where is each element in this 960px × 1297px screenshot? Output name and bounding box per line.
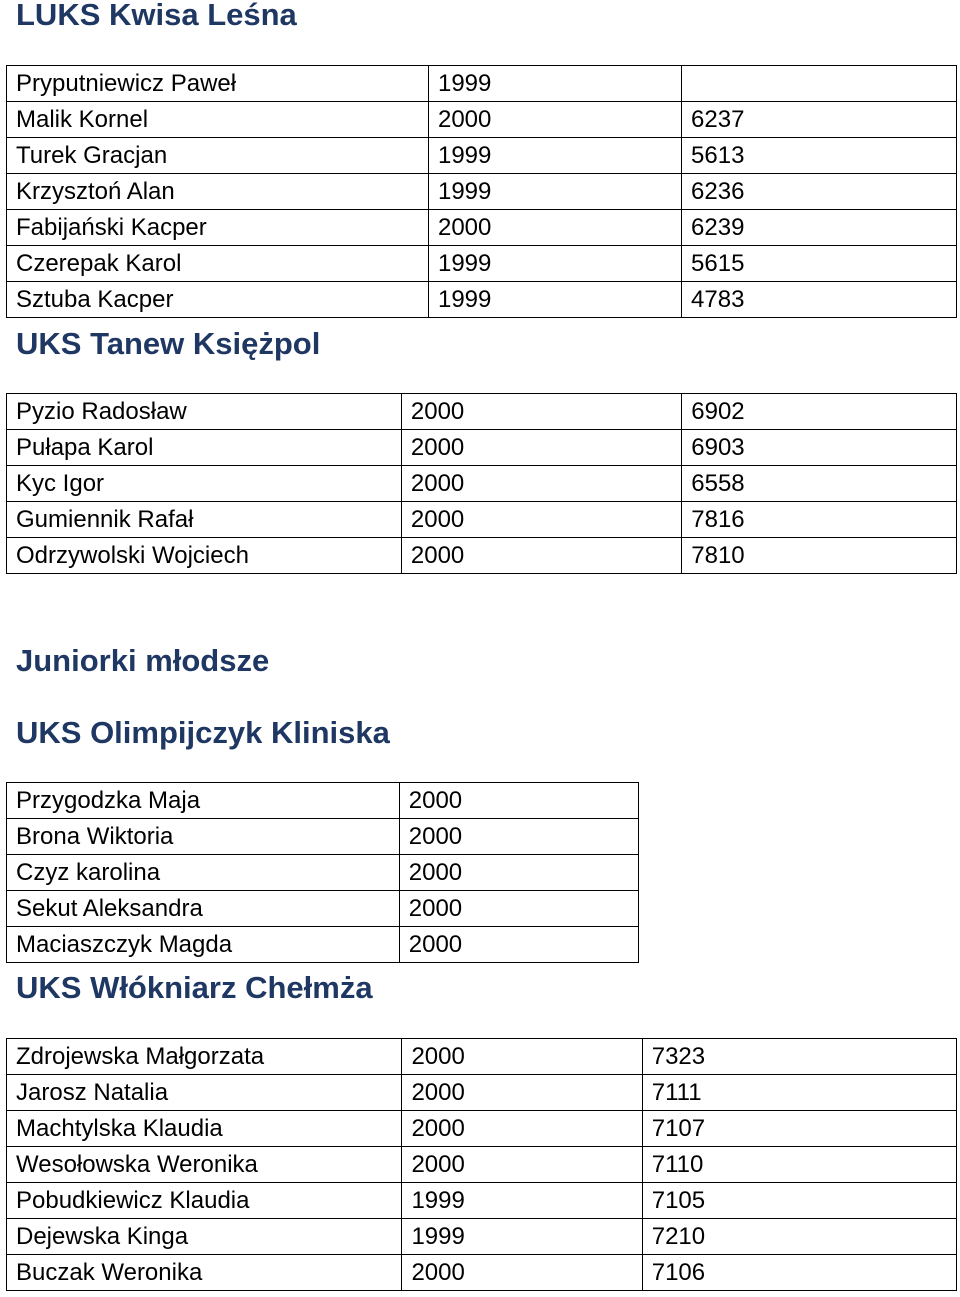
section-title-uks-wlokniarz-chelmza: UKS Włókniarz Chełmża [16,970,373,1005]
birth-year-cell: 2000 [401,394,681,430]
birth-year-cell: 2000 [402,1075,642,1111]
licence-number-cell: 7110 [642,1147,956,1183]
table-row [7,210,957,246]
athlete-name-cell: Machtylska Klaudia [7,1111,402,1147]
licence-number-cell [682,66,957,102]
table-row [7,282,957,318]
table-row [7,1255,957,1291]
table-row [7,138,957,174]
licence-number-cell: 7105 [642,1183,956,1219]
table-row [7,891,639,927]
athlete-name-cell: Pyzio Radosław [7,394,402,430]
athlete-name-cell: Zdrojewska Małgorzata [7,1039,402,1075]
category-title-juniorki-mlodsze: Juniorki młodsze [16,643,270,678]
birth-year-cell: 2000 [399,783,638,819]
licence-number-cell: 6903 [682,430,957,466]
licence-number-cell: 6236 [682,174,957,210]
table-row [7,466,957,502]
licence-number-cell: 7323 [642,1039,956,1075]
table-row [7,1147,957,1183]
licence-number-cell: 6902 [682,394,957,430]
table-row [7,1183,957,1219]
roster-table-luks-kwisa-lesna [6,65,957,318]
birth-year-cell: 2000 [401,502,681,538]
birth-year-cell: 2000 [402,1111,642,1147]
athlete-name-cell: Buczak Weronika [7,1255,402,1291]
birth-year-cell: 1999 [428,138,681,174]
birth-year-cell: 1999 [428,66,681,102]
licence-number-cell: 6237 [682,102,957,138]
athlete-name-cell: Czerepak Karol [7,246,429,282]
athlete-name-cell: Jarosz Natalia [7,1075,402,1111]
roster-table-uks-tanew-ksiezpol [6,393,957,574]
birth-year-cell: 1999 [428,246,681,282]
table-row [7,855,639,891]
table-row [7,819,639,855]
athlete-name-cell: Brona Wiktoria [7,819,400,855]
table-row [7,102,957,138]
athlete-name-cell: Pobudkiewicz Klaudia [7,1183,402,1219]
athlete-name-cell: Sekut Aleksandra [7,891,400,927]
athlete-name-cell: Pułapa Karol [7,430,402,466]
birth-year-cell: 1999 [428,174,681,210]
athlete-name-cell: Odrzywolski Wojciech [7,538,402,574]
table-row [7,430,957,466]
birth-year-cell: 2000 [428,210,681,246]
birth-year-cell: 2000 [401,538,681,574]
birth-year-cell: 1999 [428,282,681,318]
birth-year-cell: 2000 [399,855,638,891]
licence-number-cell: 7106 [642,1255,956,1291]
athlete-name-cell: Fabijański Kacper [7,210,429,246]
licence-number-cell: 6558 [682,466,957,502]
table-row [7,66,957,102]
athlete-name-cell: Kyc Igor [7,466,402,502]
birth-year-cell: 2000 [402,1147,642,1183]
athlete-name-cell: Przygodzka Maja [7,783,400,819]
licence-number-cell: 7810 [682,538,957,574]
section-title-uks-tanew-ksiezpol: UKS Tanew Księżpol [16,326,321,361]
roster-table-uks-wlokniarz-chelmza [6,1038,957,1291]
athlete-name-cell: Malik Kornel [7,102,429,138]
table-row [7,174,957,210]
birth-year-cell: 2000 [402,1255,642,1291]
table-row [7,1111,957,1147]
table-row [7,1039,957,1075]
athlete-name-cell: Dejewska Kinga [7,1219,402,1255]
licence-number-cell: 6239 [682,210,957,246]
licence-number-cell: 7111 [642,1075,956,1111]
licence-number-cell: 5613 [682,138,957,174]
table-row [7,1075,957,1111]
birth-year-cell: 1999 [402,1183,642,1219]
athlete-name-cell: Gumiennik Rafał [7,502,402,538]
athlete-name-cell: Wesołowska Weronika [7,1147,402,1183]
birth-year-cell: 2000 [401,466,681,502]
table-row [7,502,957,538]
athlete-name-cell: Maciaszczyk Magda [7,927,400,963]
section-title-luks-kwisa-lesna: LUKS Kwisa Leśna [16,0,297,32]
athlete-name-cell: Turek Gracjan [7,138,429,174]
birth-year-cell: 2000 [399,819,638,855]
licence-number-cell: 7210 [642,1219,956,1255]
table-row [7,538,957,574]
roster-table-uks-olimpijczyk-kliniska [6,782,639,963]
table-row [7,927,639,963]
licence-number-cell: 4783 [682,282,957,318]
table-row [7,783,639,819]
birth-year-cell: 2000 [428,102,681,138]
table-row [7,394,957,430]
athlete-name-cell: Pryputniewicz Paweł [7,66,429,102]
birth-year-cell: 2000 [402,1039,642,1075]
section-title-uks-olimpijczyk-kliniska: UKS Olimpijczyk Kliniska [16,715,390,750]
birth-year-cell: 1999 [402,1219,642,1255]
birth-year-cell: 2000 [399,927,638,963]
birth-year-cell: 2000 [401,430,681,466]
table-row [7,1219,957,1255]
licence-number-cell: 5615 [682,246,957,282]
birth-year-cell: 2000 [399,891,638,927]
licence-number-cell: 7107 [642,1111,956,1147]
athlete-name-cell: Sztuba Kacper [7,282,429,318]
athlete-name-cell: Czyz karolina [7,855,400,891]
table-row [7,246,957,282]
licence-number-cell: 7816 [682,502,957,538]
athlete-name-cell: Krzysztoń Alan [7,174,429,210]
